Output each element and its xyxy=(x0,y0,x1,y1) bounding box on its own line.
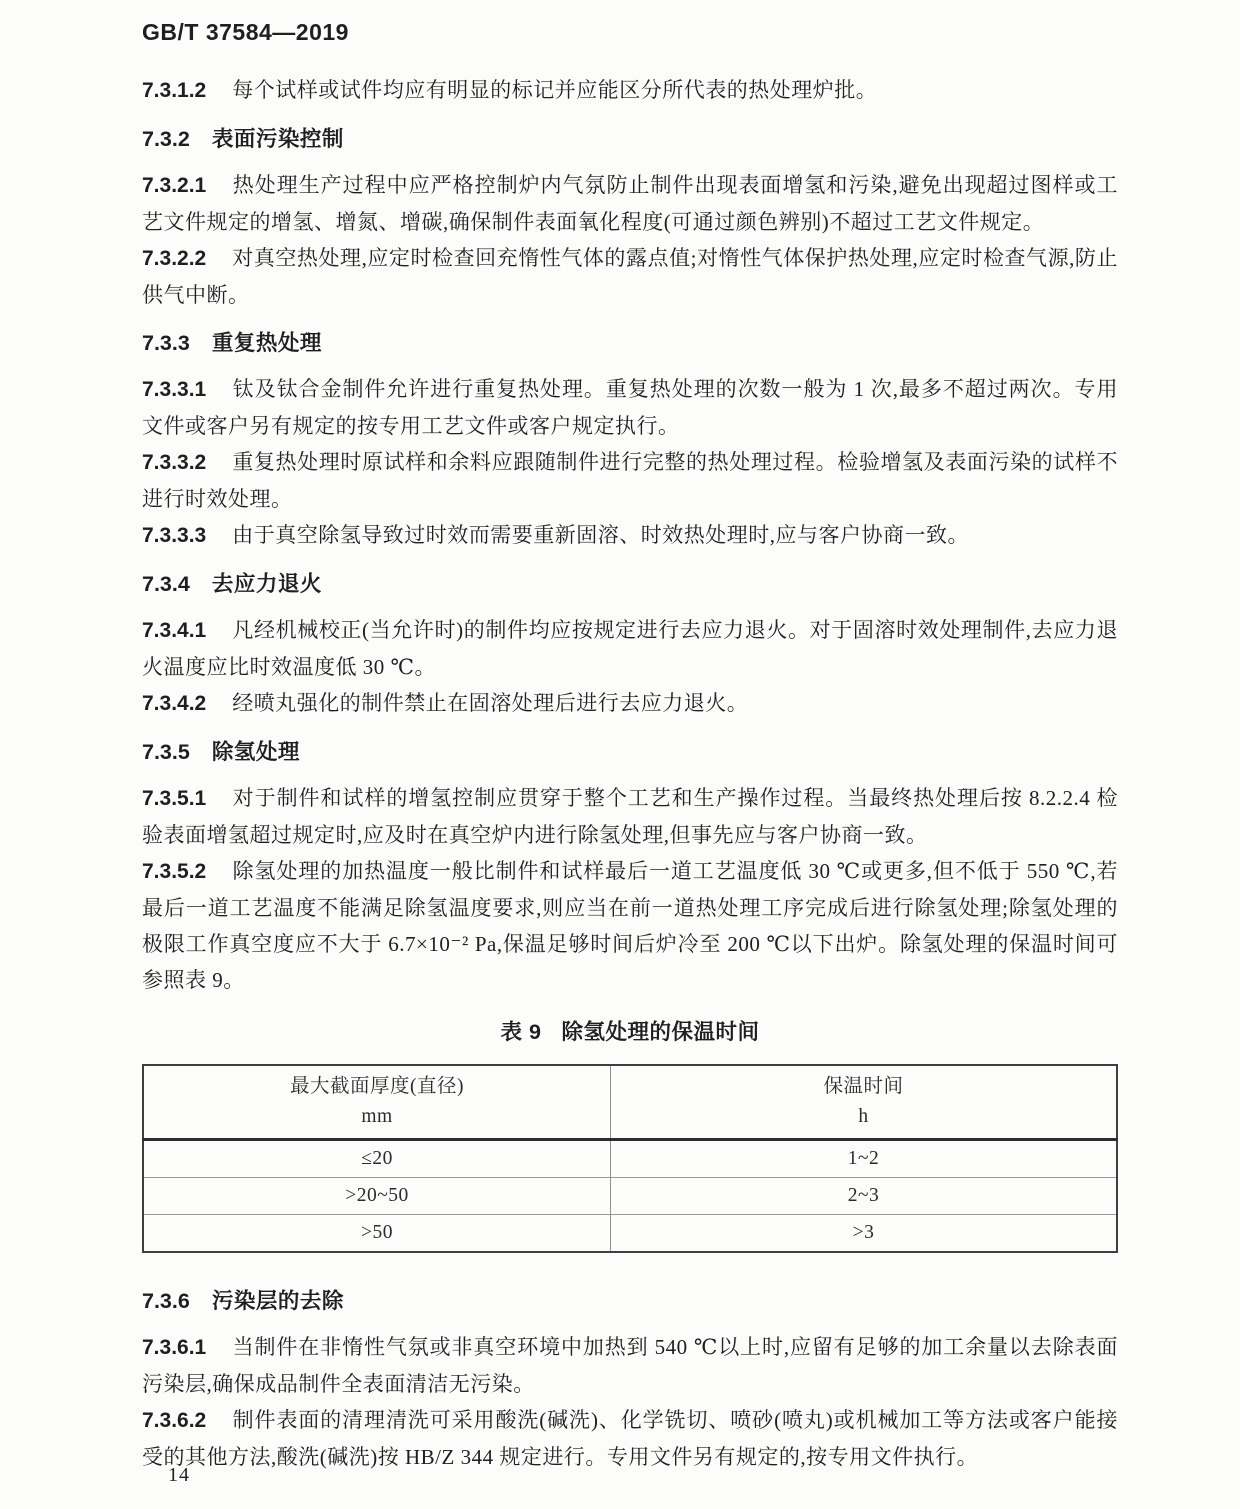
heading-text: 除氢处理 xyxy=(211,740,300,764)
clause-number: 7.3.2.1 xyxy=(142,174,207,197)
clause-number: 7.3.3 xyxy=(142,331,190,355)
clause-7-3-3-1 xyxy=(142,371,1118,444)
cell-thickness: >20~50 xyxy=(143,1178,611,1215)
heading-text: 表面污染控制 xyxy=(211,127,344,151)
cell-time: >3 xyxy=(611,1215,1117,1253)
clause-number: 7.3.3.2 xyxy=(142,451,207,474)
heading-7-3-2 xyxy=(142,121,1118,157)
clause-text: 对于制件和试样的增氢控制应贯穿于整个工艺和生产操作过程。当最终热处理后按 8.2.2.4 检验表面增氢超过规定时,应及时在真空炉内进行除氢处理,但事先应与客户协商一致。 xyxy=(142,786,1118,847)
clause-number: 7.3.2.2 xyxy=(142,247,207,270)
clause-text: 除氢处理的加热温度一般比制件和试样最后一道工艺温度低 30 ℃或更多,但不低于 550 ℃,若最后一道工艺温度不能满足除氢温度要求,则应当在前一道热处理工序完成后进行除氢处理;除氢处理的极限工作真空度应不大于 6.7×10⁻² Pa,保温足够时间后炉冷至 200 ℃以下出炉。除氢处理的保温时间可参照表 9。 xyxy=(142,859,1118,992)
clause-7-3-6-2 xyxy=(142,1402,1118,1475)
clause-number: 7.3.5.2 xyxy=(142,860,207,883)
heading-text: 污染层的去除 xyxy=(211,1289,344,1313)
clause-text: 每个试样或试件均应有明显的标记并应能区分所代表的热处理炉批。 xyxy=(232,78,878,102)
clause-text: 由于真空除氢导致过时效而需要重新固溶、时效热处理时,应与客户协商一致。 xyxy=(232,523,969,547)
clause-7-3-5-2 xyxy=(142,853,1118,998)
clause-7-3-4-1 xyxy=(142,612,1118,685)
clause-number: 7.3.6 xyxy=(142,1289,190,1313)
col-header-time-label: 保温时间 xyxy=(823,1076,904,1097)
table-9-caption xyxy=(142,1014,1118,1050)
cell-time: 2~3 xyxy=(611,1178,1117,1215)
col-header-thickness xyxy=(143,1065,611,1140)
clause-7-3-4-2 xyxy=(142,685,1118,722)
clause-number: 7.3.3.3 xyxy=(142,524,207,547)
col-header-time-unit: h xyxy=(858,1106,869,1127)
heading-7-3-4 xyxy=(142,566,1118,602)
cell-time: 1~2 xyxy=(611,1140,1117,1178)
clause-7-3-3-2 xyxy=(142,444,1118,517)
cell-thickness: ≤20 xyxy=(361,1148,393,1169)
clause-text: 重复热处理时原试样和余料应跟随制件进行完整的热处理过程。检验增氢及表面污染的试样不进行时效处理。 xyxy=(142,450,1118,511)
col-header-time xyxy=(611,1065,1117,1140)
clause-number: 7.3.4.1 xyxy=(142,619,207,642)
clause-text: 当制件在非惰性气氛或非真空环境中加热到 540 ℃以上时,应留有足够的加工余量以去除表面污染层,确保成品制件全表面清洁无污染。 xyxy=(142,1335,1118,1396)
heading-7-3-3 xyxy=(142,325,1118,361)
clause-number: 7.3.6.1 xyxy=(142,1336,207,1359)
clause-text: 经喷丸强化的制件禁止在固溶处理后进行去应力退火。 xyxy=(232,691,749,715)
table-row xyxy=(143,1215,1117,1253)
clause-7-3-3-3 xyxy=(142,517,1118,554)
col-header-thickness-unit: mm xyxy=(361,1106,393,1127)
clause-text: 凡经机械校正(当允许时)的制件均应按规定进行去应力退火。对于固溶时效处理制件,去应力退火温度应比时效温度低 30 ℃。 xyxy=(142,618,1118,679)
heading-7-3-6 xyxy=(142,1283,1118,1319)
col-header-thickness-label: 最大截面厚度(直径) xyxy=(290,1076,464,1097)
clause-text: 对真空热处理,应定时检查回充惰性气体的露点值;对惰性气体保护热处理,应定时检查气源,防止供气中断。 xyxy=(142,246,1118,307)
clause-number: 7.3.6.2 xyxy=(142,1409,207,1432)
clause-7-3-6-1 xyxy=(142,1329,1118,1402)
heading-7-3-5 xyxy=(142,734,1118,770)
table-header-row xyxy=(143,1065,1117,1140)
clause-text: 钛及钛合金制件允许进行重复热处理。重复热处理的次数一般为 1 次,最多不超过两次。专用文件或客户另有规定的按专用工艺文件或客户规定执行。 xyxy=(142,377,1118,438)
doc-code: GB/T 37584—2019 xyxy=(142,19,349,45)
clause-number: 7.3.3.1 xyxy=(142,378,207,401)
clause-number: 7.3.5.1 xyxy=(142,787,207,810)
clause-7-3-2-2 xyxy=(142,240,1118,313)
table-label: 表 9 xyxy=(500,1020,542,1044)
heading-text: 重复热处理 xyxy=(211,331,322,355)
clause-text: 热处理生产过程中应严格控制炉内气氛防止制件出现表面增氢和污染,避免出现超过图样或工艺文件规定的增氢、增氮、增碳,确保制件表面氧化程度(可通过颜色辨别)不超过工艺文件规定。 xyxy=(142,173,1118,234)
page-number: 14 xyxy=(168,1464,190,1486)
clause-7-3-2-1 xyxy=(142,167,1118,240)
table-title: 除氢处理的保温时间 xyxy=(561,1020,760,1044)
cell-thickness: >50 xyxy=(143,1215,611,1253)
clause-number: 7.3.4 xyxy=(142,572,190,596)
table-row xyxy=(143,1140,1117,1178)
clause-number: 7.3.1.2 xyxy=(142,79,207,102)
clause-text: 制件表面的清理清洗可采用酸洗(碱洗)、化学铣切、喷砂(喷丸)或机械加工等方法或客户能接受的其他方法,酸洗(碱洗)按 HB/Z 344 规定进行。专用文件另有规定的,按专用文件执行。 xyxy=(142,1408,1118,1469)
table-row xyxy=(143,1178,1117,1215)
table-9 xyxy=(142,1064,1118,1253)
clause-7-3-5-1 xyxy=(142,780,1118,853)
clause-number: 7.3.4.2 xyxy=(142,692,207,715)
clause-7-3-1-2 xyxy=(142,72,1118,109)
heading-text: 去应力退火 xyxy=(211,572,322,596)
clause-number: 7.3.5 xyxy=(142,740,190,764)
clause-number: 7.3.2 xyxy=(142,127,190,151)
